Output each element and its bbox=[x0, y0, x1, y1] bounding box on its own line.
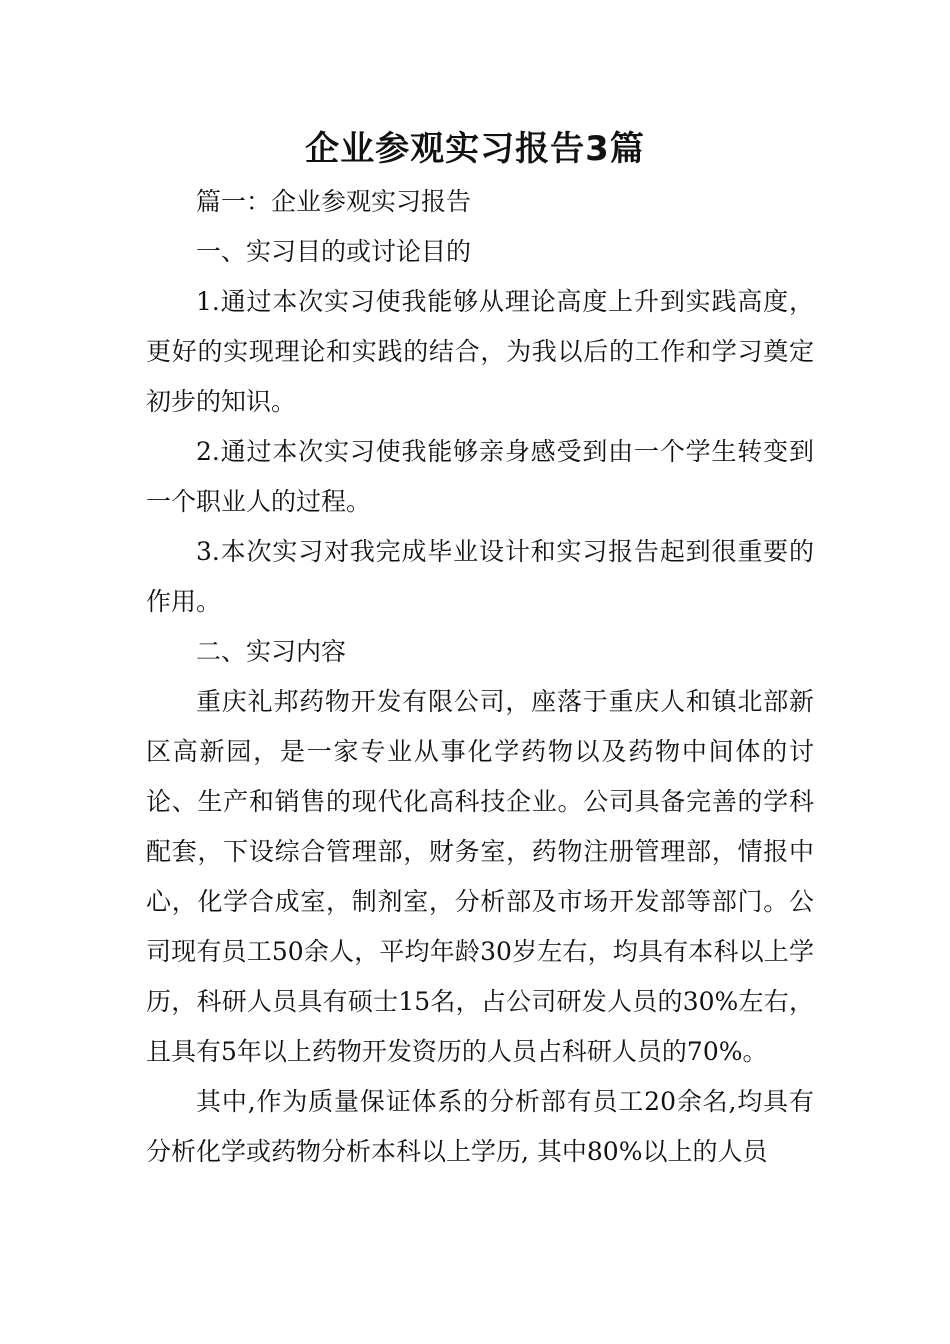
paragraph-section-purpose-heading: 一、实习目的或讨论目的 bbox=[196, 237, 472, 266]
paragraph-section-content-heading: 二、实习内容 bbox=[196, 637, 347, 666]
paragraph-purpose-2: 2.通过本次实习使我能够亲身感受到由一个学生转变到一个职业人的过程。 bbox=[146, 437, 814, 516]
paragraph-company-intro: 重庆礼邦药物开发有限公司，座落于重庆人和镇北部新区高新园，是一家专业从事化学药物以及药物中间体的讨论、生产和销售的现代化高科技企业。公司具备完善的学科配套，下设综合管理部，财务室，药物注册管理部，情报中心，化学合成室，制剂室，分析部及市场开发部等部门。公司现有员工50余人，平均年龄30岁左右，均具有本科以上学历，科研人员具有硕士15名，占公司研发人员的30%左右，且具有5年以上药物开发资历的人员占科研人员的70%。 bbox=[146, 687, 814, 1066]
document-title: 企业参观实习报告3篇 bbox=[305, 129, 645, 169]
paragraph-purpose-1: 1.通过本次实习使我能够从理论高度上升到实践高度，更好的实现理论和实践的结合，为我以后的工作和学习奠定初步的知识。 bbox=[146, 287, 814, 416]
paragraph-analysis-dept: 其中,作为质量保证体系的分析部有员工20余名,均具有分析化学或药物分析本科以上学历, 其中80%以上的人员 bbox=[146, 1087, 814, 1166]
paragraph-part-heading: 篇一：企业参观实习报告 bbox=[196, 187, 472, 216]
paragraph-purpose-3: 3.本次实习对我完成毕业设计和实习报告起到很重要的作用。 bbox=[146, 537, 814, 616]
document-body bbox=[146, 177, 814, 1177]
